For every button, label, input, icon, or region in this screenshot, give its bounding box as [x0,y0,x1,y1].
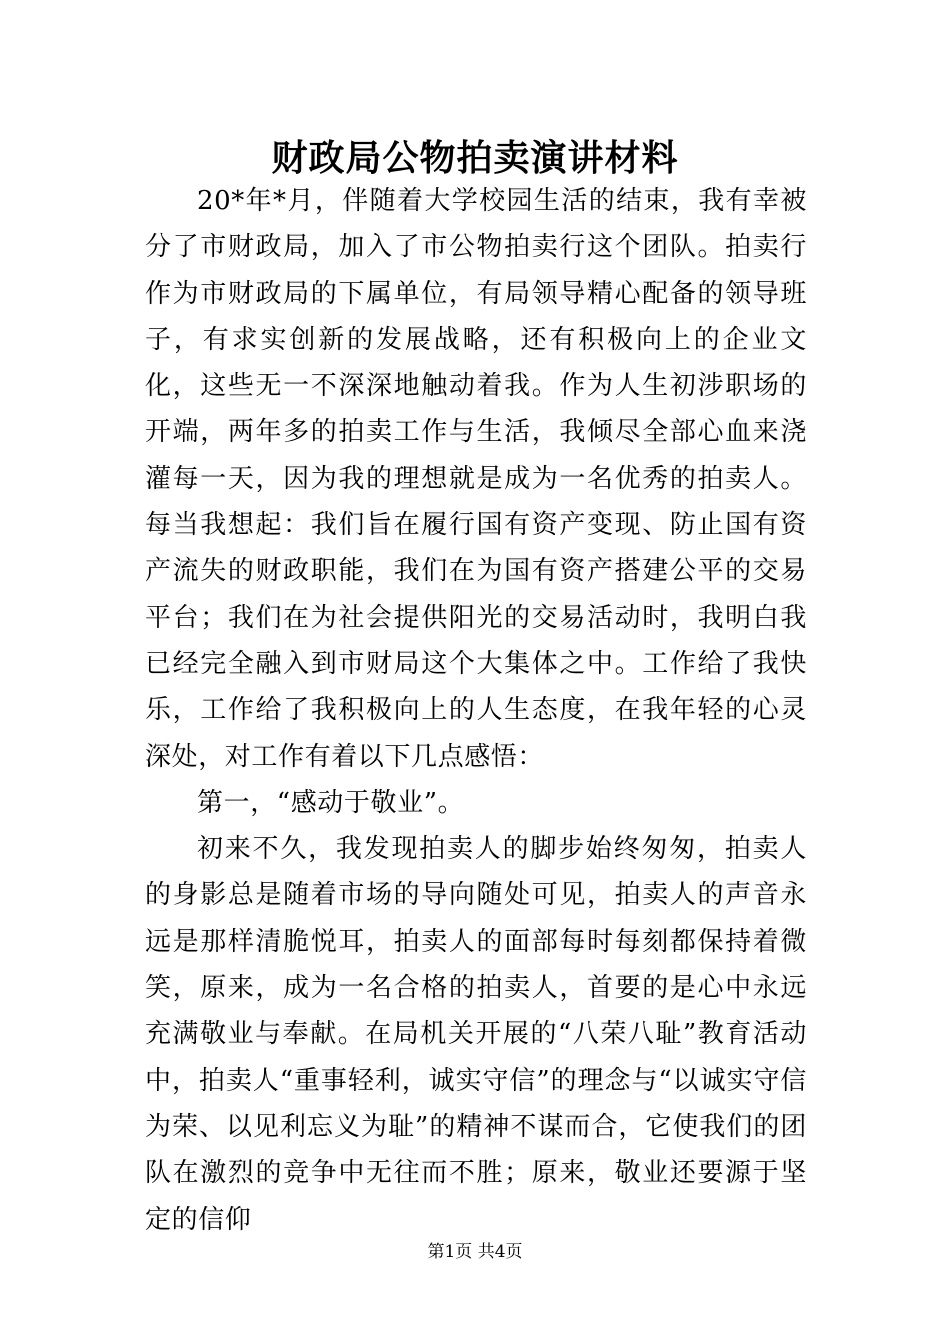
document-body [145,178,807,1243]
paragraph-dedication: 初来不久，我发现拍卖人的脚步始终匆匆，拍卖人的身影总是随着市场的导向随处可见，拍卖人的声音永远是那样清脆悦耳，拍卖人的面部每时每刻都保持着微笑，原来，成为一名合格的拍卖人，首要的是心中永远充满敬业与奉献。在局机关开展的“八荣八耻”教育活动中，拍卖人“重事轻利，诚实守信”的理念与“以诚实守信为荣、以见利忘义为耻”的精神不谋而合，它使我们的团队在激烈的竞争中无往而不胜；原来，敬业还要源于坚定的信仰 [145,834,807,1235]
page-footer: 第1页 共4页 [427,1242,523,1262]
document-title: 财政局公物拍卖演讲材料 [271,137,679,179]
paragraph-heading-first: 第一，“感动于敬业”。 [197,787,465,818]
paragraph-intro: 20*年*月，伴随着大学校园生活的结束，我有幸被分了市财政局，加入了市公物拍卖行这个团队。拍卖行作为市财政局的下属单位，有局领导精心配备的领导班子，有求实创新的发展战略，还有积极向上的企业文化，这些无一不深深地触动着我。作为人生初涉职场的开端，两年多的拍卖工作与生活，我倾尽全部心血来浇灌每一天，因为我的理想就是成为一名优秀的拍卖人。每当我想起：我们旨在履行国有资产变现、防止国有资产流失的财政职能，我们在为国有资产搭建公平的交易平台；我们在为社会提供阳光的交易活动时，我明白我已经完全融入到市财局这个大集体之中。工作给了我快乐，工作给了我积极向上的人生态度，在我年轻的心灵深处，对工作有着以下几点感悟： [145,186,807,772]
